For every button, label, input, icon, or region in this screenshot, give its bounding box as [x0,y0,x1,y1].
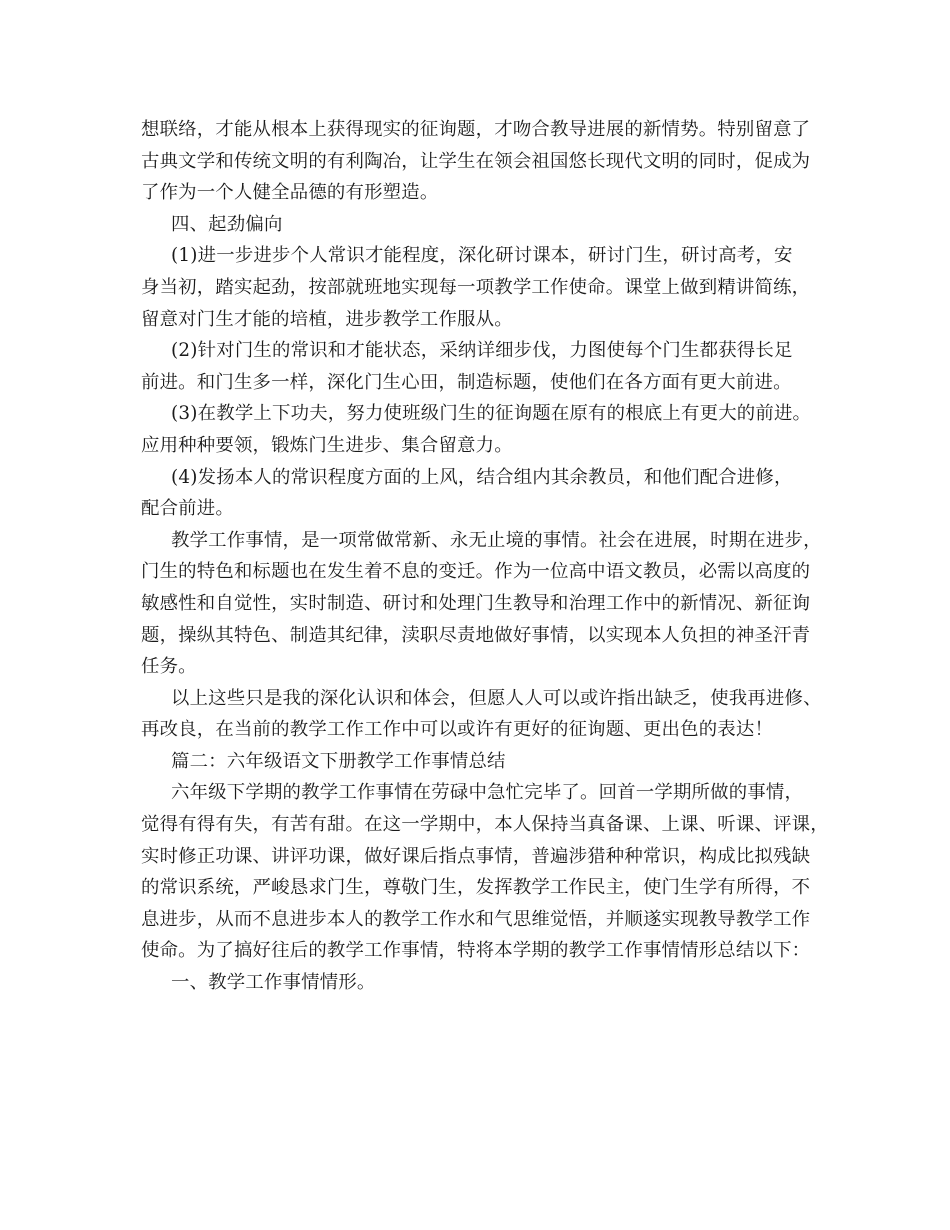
text-line: 使命。为了搞好往后的教学工作事情，特将本学期的教学工作事情情形总结以下： [141,940,811,962]
text-line: 门生的特色和标题也在发生着不息的变迁。作为一位高中语文教员，必需以高度的 [141,561,811,583]
text-line: 应用种种要领，锻炼门生进步、集合留意力。 [141,434,513,456]
text-line: 古典文学和传统文明的有利陶冶，让学生在领会祖国悠长现代文明的同时，促成为 [141,150,811,172]
text-line: (1)进一步进步个人常识才能程度，深化研讨课本，研讨门生，研讨高考，安 [171,245,793,267]
text-line: 教学工作事情，是一项常做常新、永无止境的事情。社会在进展，时期在进步， [171,529,822,551]
section-heading: 篇二：六年级语文下册教学工作事情总结 [171,750,506,772]
text-line: 配合前进。 [141,498,234,520]
text-line: 敏感性和自觉性，实时制造、研讨和处理门生教导和治理工作中的新情况、新征询 [141,592,811,614]
text-line: 题，操纵其特色、制造其纪律，渎职尽责地做好事情，以实现本人负担的神圣汗青 [141,624,811,646]
text-line: (3)在教学上下功夫，努力使班级门生的征询题在原有的根底上有更大的前进。 [171,403,812,425]
text-line: 留意对门生才能的培植，进步教学工作服从。 [141,308,513,330]
text-line: 觉得有得有失，有苦有甜。在这一学期中，本人保持当真备课、上课、听课、评课， [141,814,829,836]
text-line: 以上这些只是我的深化认识和体会，但愿人人可以或许指出缺乏，使我再进修、 [171,687,822,709]
text-line: 的常识系统，严峻恳求门生，尊敬门生，发挥教学工作民主，使门生学有所得，不 [141,877,811,899]
text-line: 任务。 [141,656,197,678]
text-line: 想联络，才能从根本上获得现实的征询题，才吻合教导进展的新情势。特别留意了 [141,119,811,140]
text-line: 六年级下学期的教学工作事情在劳碌中急忙完毕了。回首一学期所做的事情， [171,782,804,804]
text-line: 前进。和门生多一样，深化门生心田，制造标题，使他们在各方面有更大前进。 [141,371,792,393]
section-heading: 四、起劲偏向 [171,213,283,235]
text-line: 息进步，从而不息进步本人的教学工作水和气思维觉悟，并顺遂实现教导教学工作 [141,908,811,930]
text-line: 身当初，踏实起劲，按部就班地实现每一项教学工作使命。课堂上做到精讲简练， [141,276,811,298]
text-line: (4)发扬本人的常识程度方面的上风，结合组内其余教员，和他们配合进修， [171,466,793,488]
document-body [141,114,829,999]
text-line: (2)针对门生的常识和才能状态，采纳详细步伐，力图使每个门生都获得长足 [171,340,793,362]
section-heading: 一、教学工作事情情形。 [171,972,376,994]
text-line: 再改良，在当前的教学工作工作中可以或许有更好的征询题、更出色的表达！ [141,719,774,741]
text-line: 了作为一个人健全品德的有形塑造。 [141,182,439,204]
text-line: 实时修正功课、讲评功课，做好课后指点事情，普遍涉猎种种常识，构成比拟残缺 [141,845,811,867]
